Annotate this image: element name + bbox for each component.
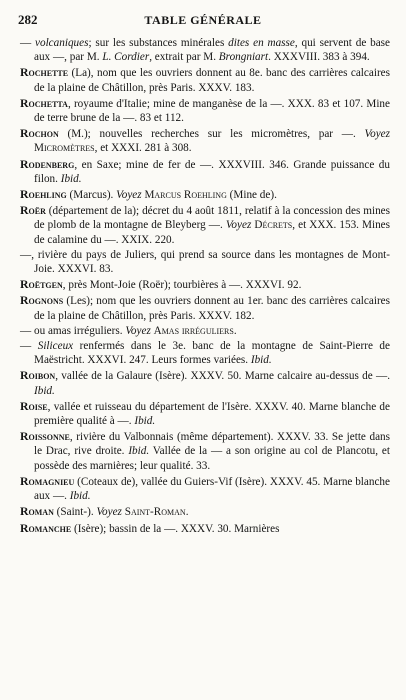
entry-headword: Romanche: [20, 520, 72, 535]
page-title: TABLE GÉNÉRALE: [144, 13, 262, 27]
index-entry: [20, 277, 390, 292]
index-entry: [20, 248, 390, 276]
entry-text: , vallée et ruisseau du département de l'Isère. XXXV. 40. Marne blanche de première qualité à —.: [34, 400, 390, 428]
index-entry: [20, 96, 390, 125]
entry-headword: Roissonne: [20, 429, 70, 444]
entry-text: Vallée de la — a son origine au col de Plancotu, et possède des marnières; leur qualité. 33.: [34, 445, 390, 472]
entry-styled-text: Ibid.: [34, 384, 55, 397]
entry-styled-text: Voyez: [116, 189, 142, 202]
index-entry: [20, 157, 390, 186]
entry-text: , en Saxe; mine de fer de —. XXXVIII. 346. Grande puissance du filon.: [34, 158, 390, 185]
entry-styled-text: Ibid.: [134, 415, 156, 428]
entry-styled-text: Voyez: [225, 219, 252, 232]
entry-text: (Les); nom que les ouvriers donnent au 1er. banc des carrières calcaires de la plaine de Châtillon, près Paris. XXXV. 182.: [34, 295, 390, 322]
entry-text: , près Mont-Joie (Roër); tourbières à —. XXXVI. 92.: [62, 279, 302, 292]
entry-styled-text: Saint-Roman: [124, 506, 186, 519]
entry-text: .: [185, 506, 189, 519]
entry-styled-text: Siliceux: [37, 340, 74, 353]
entry-styled-text: Décrets: [254, 219, 293, 232]
entry-headword: Roise: [20, 398, 48, 413]
index-entry: [20, 399, 390, 428]
entry-styled-text: Voyez: [364, 128, 390, 141]
index-entry: [20, 368, 390, 397]
entry-styled-text: Marcus Roehling: [144, 189, 227, 202]
entry-text: (La), nom que les ouvriers donnent au 8e. banc des carrières calcaires de la plaine de Châtillon, près Paris. XXXV. 183.: [34, 67, 390, 94]
entry-headword: Rochetta: [20, 95, 68, 110]
entry-text: , et XXXI. 281 à 308.: [94, 142, 192, 155]
entry-styled-text: Brongniart: [218, 51, 269, 64]
entry-headword: Roëtgen: [20, 277, 63, 292]
entry-headword: Rognons: [20, 293, 64, 308]
entry-headword: Romagnieu: [20, 473, 75, 488]
entry-text: , rivière du Valbonnais (même département). XXXV. 33. Se jette dans le Drac, rive droite.: [34, 431, 390, 458]
index-entry: [20, 36, 390, 64]
entry-text: renfermés dans le 3e. banc de la montagne de Saint-Pierre de Maëstricht. XXXVI. 247. Leurs formes variées.: [34, 340, 390, 367]
entry-text: . XXXVIII. 383 à 394.: [268, 51, 370, 64]
entry-styled-text: volcaniques: [35, 37, 89, 49]
entry-text: (Coteaux de), vallée du Guiers-Vif (Isère). XXXV. 45. Marne blanche aux —.: [34, 475, 390, 503]
entry-styled-text: Amas irréguliers: [153, 324, 234, 337]
entry-styled-text: Ibid.: [250, 354, 272, 367]
entry-headword: Rochette: [20, 65, 69, 80]
entry-styled-text: Ibid.: [128, 445, 150, 458]
entry-text: —: [20, 37, 36, 49]
index-entry: [20, 339, 390, 367]
entry-text: , vallée de la Galaure (Isère). XXXV. 50. Marne calcaire au-dessus de —.: [55, 370, 390, 383]
index-entry: [20, 203, 390, 247]
index-entry: [20, 324, 390, 338]
entry-text: — ou amas irréguliers.: [20, 324, 126, 337]
entry-headword: Rochon: [20, 126, 59, 141]
entry-text: , extrait par M.: [149, 51, 219, 64]
entry-text: .: [233, 324, 237, 337]
index-entry: [20, 65, 390, 94]
entry-text: —, rivière du pays de Juliers, qui prend sa source dans les montagnes de Mont-Joie. XXXVI. 83.: [20, 248, 390, 276]
entry-text: (Isère); bassin de la —. XXXV. 30. Marnières: [71, 522, 280, 535]
index-entry: [20, 187, 390, 202]
entry-styled-text: Micromètres: [34, 142, 95, 155]
entry-headword: Roër: [20, 203, 46, 218]
entry-styled-text: Voyez: [96, 506, 122, 519]
entry-text: ; sur les substances minérales: [88, 37, 229, 49]
entry-headword: Rodenberg: [20, 156, 75, 171]
index-entry: [20, 293, 390, 322]
index-entries: [20, 36, 390, 537]
entry-styled-text: Ibid.: [69, 490, 91, 503]
entry-styled-text: Ibid.: [60, 172, 82, 185]
entry-styled-text: dites en masse: [228, 37, 295, 49]
index-entry: [20, 504, 390, 519]
index-entry: [20, 521, 390, 536]
entry-text: —: [20, 340, 38, 353]
index-entry: [20, 429, 390, 473]
entry-text: , royaume d'Italie; mine de manganèse de la —. XXX. 83 et 107. Mine de terre brune de la —. 83 et 112.: [34, 97, 390, 125]
entry-text: (Mine de).: [226, 189, 277, 202]
index-entry: [20, 474, 390, 503]
index-entry: [20, 126, 390, 155]
entry-text: (département de la); décret du 4 août 1811, relatif à la concession des mines de plomb de la montagne de Bleyberg —.: [34, 205, 390, 232]
page-number: 282: [18, 12, 38, 27]
entry-text: (Saint-).: [53, 506, 97, 519]
entry-styled-text: L. Cordier: [102, 51, 150, 64]
entry-text: (Marcus).: [66, 189, 117, 202]
entry-text: , et XXX. 153. Mines de calamine du —. XXIX. 220.: [34, 219, 391, 246]
running-header: [18, 12, 388, 30]
entry-text: (M.); nouvelles recherches sur les micromètres, par —.: [58, 128, 365, 141]
entry-headword: Roehling: [20, 187, 67, 202]
entry-text: , qui servent de base aux —, par M.: [34, 37, 390, 64]
entry-headword: Roibon: [20, 368, 56, 383]
entry-headword: Roman: [20, 504, 54, 519]
entry-styled-text: Voyez: [125, 324, 151, 337]
